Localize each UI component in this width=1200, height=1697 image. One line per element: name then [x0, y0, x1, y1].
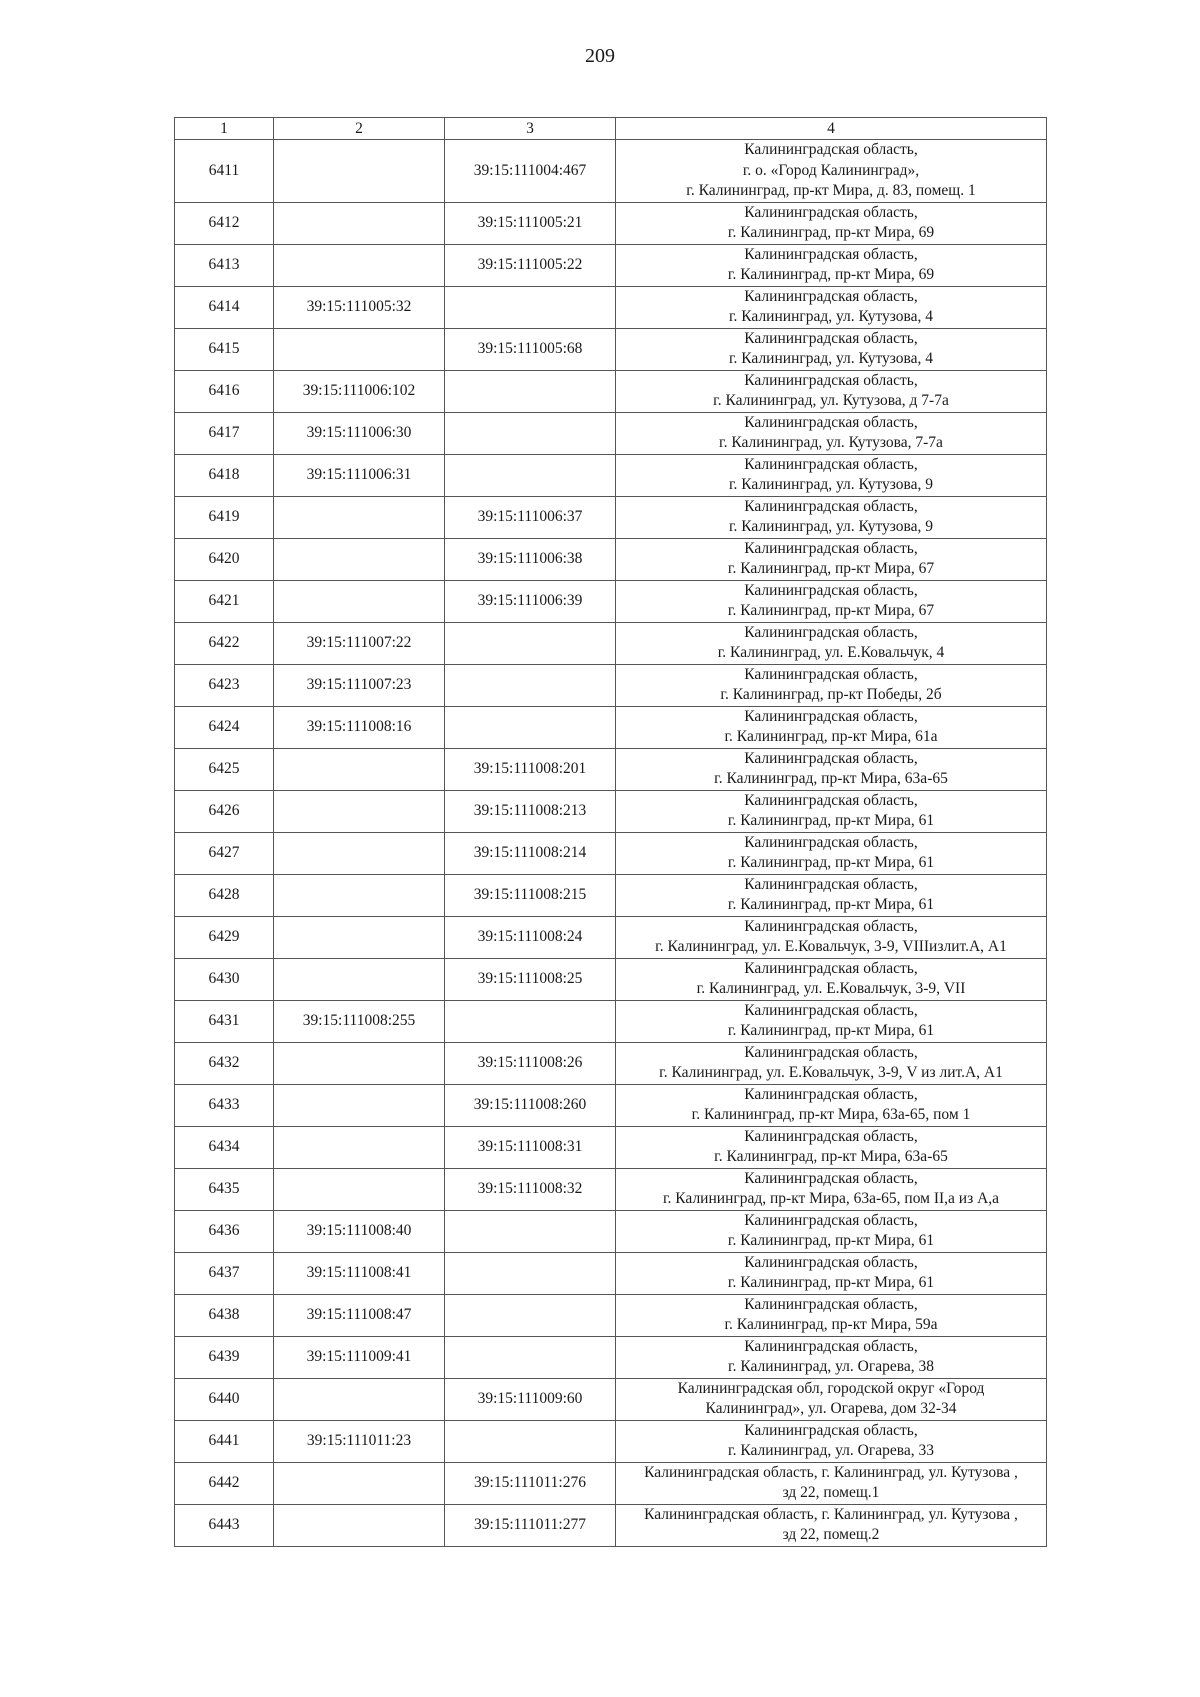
address-cell [616, 874, 1047, 916]
address-cell [616, 454, 1047, 496]
address-cell [616, 622, 1047, 664]
address-cell [616, 244, 1047, 286]
address-line: Калининградская область, [744, 1127, 918, 1145]
address-cell [616, 1294, 1047, 1336]
cadastral-number-cell-2: 39:15:111008:16 [274, 706, 445, 748]
address-line: Калининградская обл, городской округ «Город [677, 1379, 985, 1397]
address-line: г. Калининград, ул. Е.Ковальчук, 3-9, V из лит.А, А1 [659, 1064, 1003, 1081]
cadastral-number-cell-2: 39:15:111008:47 [274, 1294, 445, 1336]
address-line: Калининградская область, [744, 1337, 918, 1355]
cadastral-number-cell-3 [445, 664, 616, 706]
address-line: Калининградская область, [744, 497, 918, 515]
address-line: г. Калининград, пр-кт Мира, 63а-65, пом 1 [691, 1106, 971, 1123]
address-line: г. о. «Город Калининград», [742, 161, 920, 179]
cadastral-number-cell-2 [274, 1126, 445, 1168]
address-line: зд 22, помещ.1 [782, 1484, 880, 1501]
cadastral-number-cell-3: 39:15:111011:276 [445, 1462, 616, 1504]
cadastral-number-cell-3 [445, 1336, 616, 1378]
address-line: г. Калининград, пр-кт Мира, д. 83, помещ. 1 [686, 182, 976, 199]
address-cell [616, 412, 1047, 454]
row-number-cell: 6418 [175, 454, 274, 496]
cadastral-number-cell-2 [274, 1462, 445, 1504]
address-line: Калининградская область, [744, 371, 918, 389]
cadastral-number-cell-3: 39:15:111008:31 [445, 1126, 616, 1168]
table-row [175, 202, 1047, 244]
address-line: г. Калининград, ул. Кутузова, д 7-7а [713, 392, 949, 409]
cadastral-number-cell-2: 39:15:111009:41 [274, 1336, 445, 1378]
cadastral-number-cell-3: 39:15:111008:26 [445, 1042, 616, 1084]
address-cell [616, 1378, 1047, 1420]
row-number-cell: 6429 [175, 916, 274, 958]
address-line: Калининградская область, [744, 203, 918, 221]
table-row [175, 1378, 1047, 1420]
row-number-cell: 6417 [175, 412, 274, 454]
address-line: Калининградская область, [744, 329, 918, 347]
cadastral-number-cell-2: 39:15:111008:41 [274, 1252, 445, 1294]
row-number-cell: 6442 [175, 1462, 274, 1504]
address-line: Калининградская область, [744, 917, 918, 935]
cadastral-number-cell-3: 39:15:111005:22 [445, 244, 616, 286]
row-number-cell: 6420 [175, 538, 274, 580]
table-row [175, 1042, 1047, 1084]
table-row [175, 538, 1047, 580]
address-line: г. Калининград, пр-кт Мира, 61 [727, 1022, 935, 1039]
table-row [175, 1210, 1047, 1252]
address-line: г. Калининград, ул. Кутузова, 7-7а [719, 434, 943, 451]
row-number-cell: 6438 [175, 1294, 274, 1336]
address-cell [616, 328, 1047, 370]
address-line: Калининградская область, [744, 1085, 918, 1103]
row-number-cell: 6430 [175, 958, 274, 1000]
address-cell [616, 496, 1047, 538]
table-row [175, 916, 1047, 958]
cadastral-number-cell-3 [445, 454, 616, 496]
address-line: г. Калининград, ул. Огарева, 33 [728, 1442, 934, 1459]
cadastral-number-cell-2: 39:15:111006:30 [274, 412, 445, 454]
address-cell [616, 1420, 1047, 1462]
column-header-4: 4 [616, 118, 1047, 140]
address-cell [616, 748, 1047, 790]
address-line: г. Калининград, ул. Кутузова, 9 [728, 518, 934, 535]
cadastral-number-cell-2 [274, 538, 445, 580]
cadastral-number-cell-3: 39:15:111009:60 [445, 1378, 616, 1420]
address-cell [616, 1168, 1047, 1210]
address-line: г. Калининград, ул. Кутузова, 4 [728, 308, 934, 325]
address-line: Калининградская область, г. Калининград, ул. Кутузова , [644, 1463, 1018, 1481]
address-line: Калининградская область, [744, 1043, 918, 1061]
table-body [175, 140, 1047, 1547]
row-number-cell: 6443 [175, 1504, 274, 1546]
cadastral-number-cell-2 [274, 748, 445, 790]
cadastral-number-cell-3: 39:15:111006:39 [445, 580, 616, 622]
address-cell [616, 1504, 1047, 1546]
cadastral-number-cell-3: 39:15:111004:467 [445, 140, 616, 203]
cadastral-number-cell-2 [274, 202, 445, 244]
address-line: г. Калининград, пр-кт Мира, 61а [724, 728, 938, 745]
address-line: Калининградская область, [744, 287, 918, 305]
row-number-cell: 6425 [175, 748, 274, 790]
row-number-cell: 6441 [175, 1420, 274, 1462]
table-row [175, 580, 1047, 622]
cadastral-number-cell-2 [274, 958, 445, 1000]
table-row [175, 1336, 1047, 1378]
table-row [175, 622, 1047, 664]
cadastral-number-cell-3: 39:15:111008:214 [445, 832, 616, 874]
cadastral-number-cell-3: 39:15:111008:201 [445, 748, 616, 790]
row-number-cell: 6433 [175, 1084, 274, 1126]
cadastral-number-cell-3: 39:15:111006:37 [445, 496, 616, 538]
table-row [175, 370, 1047, 412]
row-number-cell: 6434 [175, 1126, 274, 1168]
table-row [175, 1000, 1047, 1042]
address-line: Калининградская область, [744, 1253, 918, 1271]
address-cell [616, 1462, 1047, 1504]
address-line: Калининградская область, [744, 1001, 918, 1019]
table-row [175, 496, 1047, 538]
cadastral-number-cell-2 [274, 580, 445, 622]
header-row [175, 118, 1047, 140]
column-header-2: 2 [274, 118, 445, 140]
row-number-cell: 6439 [175, 1336, 274, 1378]
table-row [175, 790, 1047, 832]
cadastral-number-cell-3: 39:15:111008:32 [445, 1168, 616, 1210]
address-line: г. Калининград, пр-кт Мира, 61 [727, 854, 935, 871]
address-line: Калининградская область, [744, 665, 918, 683]
address-line: г. Калининград, пр-кт Мира, 67 [727, 560, 935, 577]
row-number-cell: 6416 [175, 370, 274, 412]
cadastral-number-cell-3: 39:15:111008:24 [445, 916, 616, 958]
cadastral-number-cell-3 [445, 1210, 616, 1252]
address-line: г. Калининград, пр-кт Мира, 69 [727, 224, 935, 241]
address-cell [616, 832, 1047, 874]
cadastral-number-cell-3 [445, 706, 616, 748]
address-cell [616, 958, 1047, 1000]
address-cell [616, 580, 1047, 622]
cadastral-number-cell-2 [274, 1168, 445, 1210]
cadastral-number-cell-3 [445, 1000, 616, 1042]
address-line: г. Калининград, ул. Е.Ковальчук, 3-9, VII [696, 980, 966, 997]
row-number-cell: 6435 [175, 1168, 274, 1210]
cadastral-number-cell-2: 39:15:111006:31 [274, 454, 445, 496]
address-line: Калининградская область, [744, 1295, 918, 1313]
address-cell [616, 202, 1047, 244]
address-line: Калининградская область, [744, 959, 918, 977]
cadastral-number-cell-2: 39:15:111005:32 [274, 286, 445, 328]
address-line: г. Калининград, ул. Е.Ковальчук, 3-9, VIIIизлит.А, А1 [655, 938, 1007, 955]
row-number-cell: 6437 [175, 1252, 274, 1294]
cadastral-number-cell-3 [445, 412, 616, 454]
cadastral-number-cell-3: 39:15:111005:68 [445, 328, 616, 370]
table-row [175, 244, 1047, 286]
address-cell [616, 1252, 1047, 1294]
address-line: Калининградская область, [744, 581, 918, 599]
address-line: зд 22, помещ.2 [782, 1526, 880, 1543]
address-line: г. Калининград, пр-кт Мира, 67 [727, 602, 935, 619]
cadastral-number-cell-2 [274, 244, 445, 286]
address-line: Калининградская область, [744, 1211, 918, 1229]
address-cell [616, 790, 1047, 832]
cadastral-number-cell-3: 39:15:111008:260 [445, 1084, 616, 1126]
address-line: Калининградская область, [744, 1421, 918, 1439]
address-line: г. Калининград, пр-кт Победы, 2б [720, 686, 942, 703]
address-cell [616, 706, 1047, 748]
address-line: г. Калининград, пр-кт Мира, 61 [727, 896, 935, 913]
cadastral-number-cell-3: 39:15:111011:277 [445, 1504, 616, 1546]
row-number-cell: 6411 [175, 140, 274, 203]
row-number-cell: 6427 [175, 832, 274, 874]
cadastral-number-cell-2 [274, 1504, 445, 1546]
cadastral-number-cell-3: 39:15:111005:21 [445, 202, 616, 244]
table-row [175, 328, 1047, 370]
row-number-cell: 6440 [175, 1378, 274, 1420]
table-row [175, 1294, 1047, 1336]
address-cell [616, 1210, 1047, 1252]
table-row [175, 1462, 1047, 1504]
address-line: Калининградская область, [744, 707, 918, 725]
cadastral-number-cell-2: 39:15:111007:23 [274, 664, 445, 706]
table-row [175, 1084, 1047, 1126]
address-line: Калининградская область, [744, 539, 918, 557]
row-number-cell: 6431 [175, 1000, 274, 1042]
cadastral-number-cell-3: 39:15:111008:215 [445, 874, 616, 916]
table-row [175, 874, 1047, 916]
address-line: Калининградская область, г. Калининград, ул. Кутузова , [644, 1505, 1018, 1523]
cadastral-number-cell-2 [274, 496, 445, 538]
cadastral-number-cell-2 [274, 328, 445, 370]
table-row [175, 1504, 1047, 1546]
table-row [175, 286, 1047, 328]
table-row [175, 140, 1047, 203]
row-number-cell: 6421 [175, 580, 274, 622]
table-row [175, 454, 1047, 496]
address-line: Калининградская область, [744, 245, 918, 263]
cadastral-number-cell-2: 39:15:111008:255 [274, 1000, 445, 1042]
address-cell [616, 140, 1047, 203]
cadastral-number-cell-3 [445, 286, 616, 328]
address-line: г. Калининград, пр-кт Мира, 63а-65 [714, 1148, 948, 1165]
table-row [175, 706, 1047, 748]
address-cell [616, 286, 1047, 328]
cadastral-number-cell-2 [274, 832, 445, 874]
row-number-cell: 6432 [175, 1042, 274, 1084]
cadastral-number-cell-2 [274, 790, 445, 832]
cadastral-number-cell-2 [274, 1084, 445, 1126]
cadastral-number-cell-2: 39:15:111006:102 [274, 370, 445, 412]
row-number-cell: 6422 [175, 622, 274, 664]
cadastral-number-cell-3: 39:15:111006:38 [445, 538, 616, 580]
cadastral-number-cell-3 [445, 622, 616, 664]
cadastral-number-cell-2: 39:15:111007:22 [274, 622, 445, 664]
cadastral-number-cell-3: 39:15:111008:213 [445, 790, 616, 832]
cadastral-number-cell-3 [445, 370, 616, 412]
address-cell [616, 370, 1047, 412]
table-row [175, 412, 1047, 454]
table-row [175, 832, 1047, 874]
address-line: Калининградская область, [744, 413, 918, 431]
column-header-3: 3 [445, 118, 616, 140]
address-line: г. Калининград, пр-кт Мира, 61 [727, 1232, 935, 1249]
address-line: г. Калининград, ул. Е.Ковальчук, 4 [717, 644, 945, 661]
table-row [175, 748, 1047, 790]
address-line: г. Калининград, ул. Кутузова, 4 [728, 350, 934, 367]
address-line: г. Калининград, пр-кт Мира, 63а-65, пом II,а из А,а [662, 1190, 1000, 1207]
table-row [175, 1168, 1047, 1210]
cadastral-number-cell-2 [274, 1042, 445, 1084]
row-number-cell: 6423 [175, 664, 274, 706]
address-line: г. Калининград, пр-кт Мира, 69 [727, 266, 935, 283]
cadastral-number-cell-2 [274, 874, 445, 916]
table-row [175, 1126, 1047, 1168]
table-row [175, 1420, 1047, 1462]
address-line: Калининградская область, [744, 1169, 918, 1187]
cadastral-number-cell-3 [445, 1252, 616, 1294]
address-cell [616, 664, 1047, 706]
address-line: г. Калининград, пр-кт Мира, 59а [724, 1316, 938, 1333]
cadastral-number-cell-2: 39:15:111011:23 [274, 1420, 445, 1462]
address-cell [616, 1126, 1047, 1168]
address-line: Калининград», ул. Огарева, дом 32-34 [705, 1400, 957, 1417]
row-number-cell: 6424 [175, 706, 274, 748]
address-line: г. Калининград, пр-кт Мира, 63а-65 [714, 770, 948, 787]
row-number-cell: 6414 [175, 286, 274, 328]
row-number-cell: 6415 [175, 328, 274, 370]
row-number-cell: 6419 [175, 496, 274, 538]
address-cell [616, 1000, 1047, 1042]
address-line: г. Калининград, ул. Кутузова, 9 [728, 476, 934, 493]
address-cell [616, 1084, 1047, 1126]
registry-table [174, 117, 1047, 1547]
page-number: 209 [585, 45, 615, 67]
table-row [175, 664, 1047, 706]
address-line: Калининградская область, [744, 141, 918, 158]
address-cell [616, 1042, 1047, 1084]
cadastral-number-cell-2 [274, 1378, 445, 1420]
address-cell [616, 1336, 1047, 1378]
table-row [175, 958, 1047, 1000]
address-line: Калининградская область, [744, 833, 918, 851]
address-cell [616, 538, 1047, 580]
address-line: Калининградская область, [744, 791, 918, 809]
column-header-1: 1 [175, 118, 274, 140]
address-cell [616, 916, 1047, 958]
address-line: Калининградская область, [744, 749, 918, 767]
cadastral-number-cell-2: 39:15:111008:40 [274, 1210, 445, 1252]
row-number-cell: 6412 [175, 202, 274, 244]
table-row [175, 1252, 1047, 1294]
cadastral-number-cell-3 [445, 1294, 616, 1336]
cadastral-number-cell-3: 39:15:111008:25 [445, 958, 616, 1000]
row-number-cell: 6426 [175, 790, 274, 832]
cadastral-number-cell-2 [274, 140, 445, 203]
address-line: Калининградская область, [744, 875, 918, 893]
address-line: г. Калининград, ул. Огарева, 38 [728, 1358, 934, 1375]
row-number-cell: 6428 [175, 874, 274, 916]
address-line: Калининградская область, [744, 455, 918, 473]
row-number-cell: 6413 [175, 244, 274, 286]
cadastral-number-cell-2 [274, 916, 445, 958]
address-line: г. Калининград, пр-кт Мира, 61 [727, 812, 935, 829]
address-line: Калининградская область, [744, 623, 918, 641]
row-number-cell: 6436 [175, 1210, 274, 1252]
cadastral-number-cell-3 [445, 1420, 616, 1462]
address-line: г. Калининград, пр-кт Мира, 61 [727, 1274, 935, 1291]
